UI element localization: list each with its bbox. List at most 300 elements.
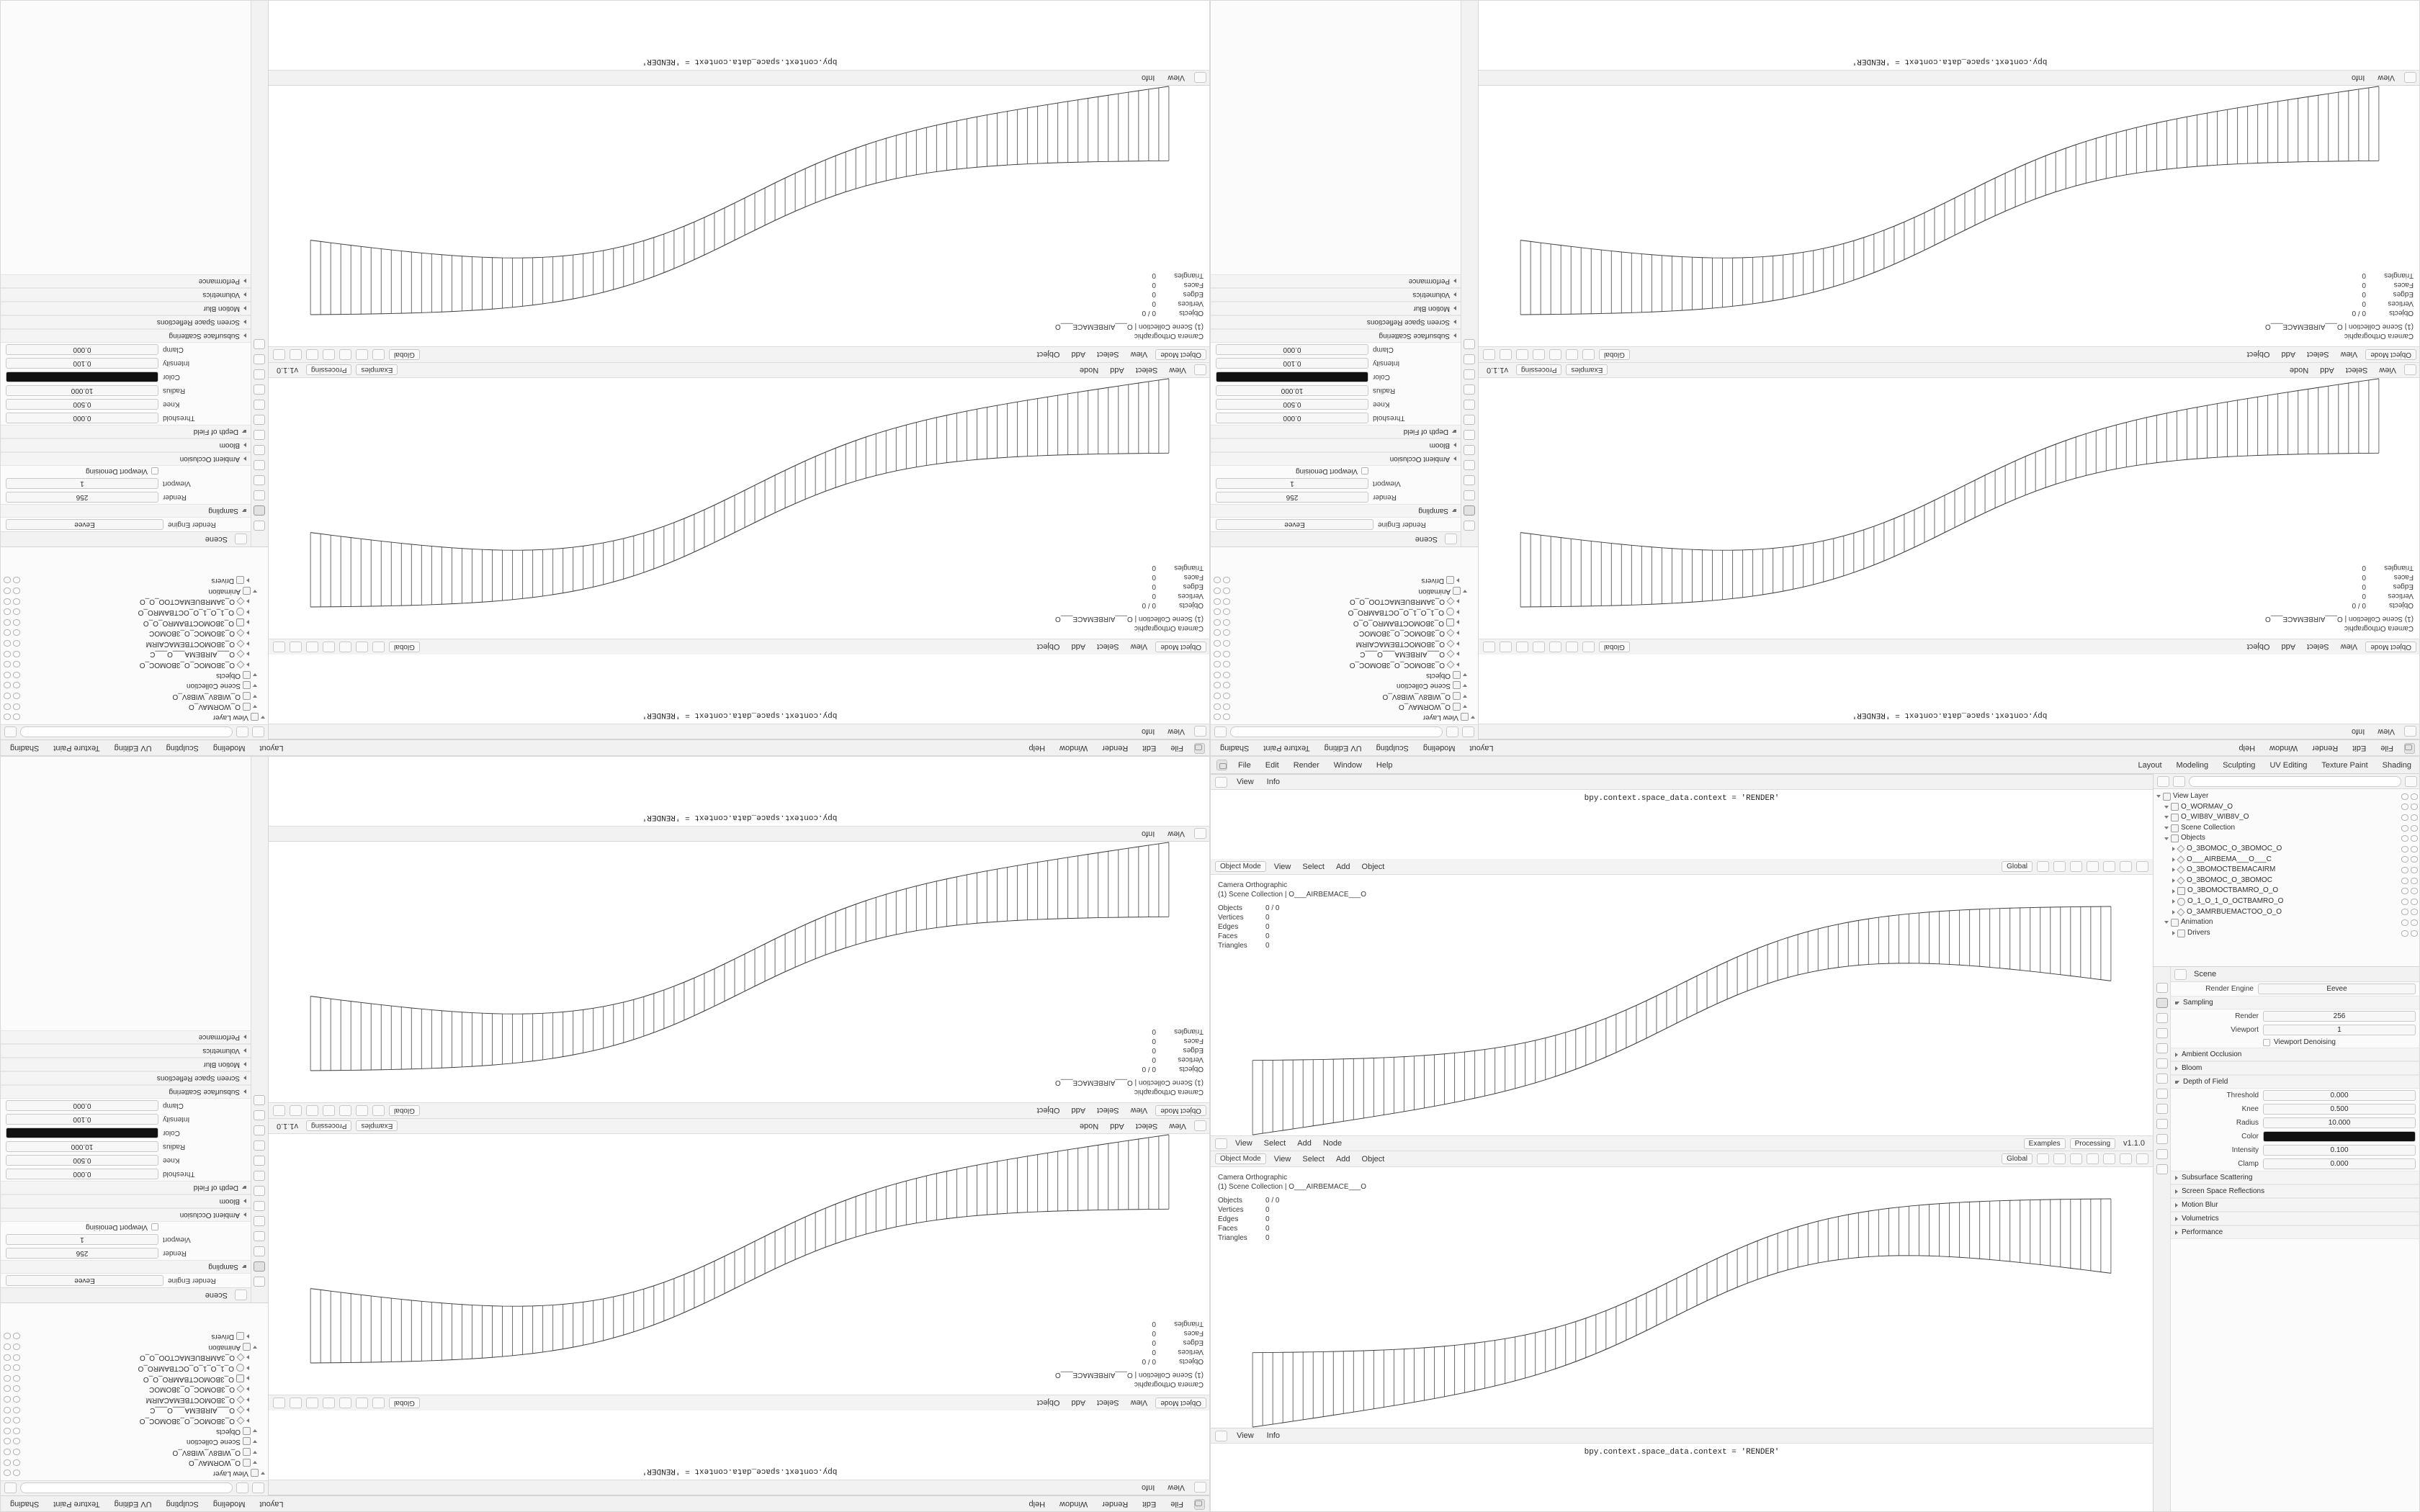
properties-tab-constraint-icon[interactable]: [254, 369, 266, 379]
viewport-menu-select[interactable]: Select: [2307, 350, 2329, 359]
transform-orientation-selector[interactable]: Global: [2002, 1153, 2033, 1164]
menu-window[interactable]: Window: [2269, 744, 2298, 753]
outliner-item-visibility[interactable]: [2401, 909, 2418, 915]
disclosure-triangle-icon[interactable]: [261, 1472, 265, 1475]
properties-tab-tool-icon[interactable]: [254, 521, 266, 531]
outliner-item[interactable]: [1214, 701, 1475, 712]
properties-tab-render-icon[interactable]: [254, 505, 266, 516]
outliner-item-visibility[interactable]: [4, 672, 20, 678]
node-menu-add[interactable]: Add: [1110, 1122, 1124, 1130]
outliner-item-visibility[interactable]: [4, 1396, 20, 1403]
properties-section-header[interactable]: [1, 425, 251, 438]
property-value-field[interactable]: 0.000: [1216, 344, 1368, 355]
properties-section-header[interactable]: [1211, 315, 1461, 329]
viewport-shading-icon-5[interactable]: [290, 1398, 302, 1408]
menu-file[interactable]: File: [1170, 744, 1183, 753]
camera-toggle-icon[interactable]: [1214, 672, 1221, 678]
disclosure-triangle-icon[interactable]: [1456, 662, 1459, 667]
camera-toggle-icon[interactable]: [4, 682, 11, 688]
eye-icon[interactable]: [2401, 825, 2408, 832]
transform-orientation-selector[interactable]: Global: [1599, 642, 1630, 652]
properties-tab-data-icon[interactable]: [254, 1110, 266, 1120]
camera-toggle-icon[interactable]: [1214, 577, 1221, 583]
properties-section-header[interactable]: [1, 1071, 251, 1085]
outliner-item[interactable]: [4, 1373, 265, 1384]
outliner-item-visibility[interactable]: [2401, 899, 2418, 905]
viewport-shading-icon-5[interactable]: [1500, 642, 1512, 652]
properties-section-header[interactable]: [2171, 1075, 2420, 1089]
checkbox-icon[interactable]: [2263, 1039, 2270, 1046]
properties-tab-tool-icon[interactable]: [2156, 983, 2168, 993]
viewport-menu-add[interactable]: Add: [1335, 1154, 1350, 1164]
checkbox-wrap[interactable]: [6, 467, 158, 475]
camera-toggle-icon[interactable]: [4, 1428, 11, 1434]
eye-icon[interactable]: [2401, 846, 2408, 852]
viewport-canvas[interactable]: [1479, 378, 2420, 639]
disclosure-triangle-icon[interactable]: [2164, 827, 2169, 829]
section-disclosure-icon[interactable]: [243, 457, 246, 462]
info-menu-info[interactable]: Info: [1266, 778, 1281, 786]
disclosure-triangle-icon[interactable]: [1463, 705, 1467, 708]
properties-section-header[interactable]: [1, 1208, 251, 1222]
outliner-item-visibility[interactable]: [1214, 714, 1230, 720]
menu-render[interactable]: Render: [1102, 744, 1129, 753]
menu-window[interactable]: Window: [1059, 744, 1088, 753]
outliner-item[interactable]: [1214, 711, 1475, 722]
outliner-item[interactable]: [1214, 649, 1475, 660]
properties-tab-scene-icon[interactable]: [254, 460, 266, 470]
camera-toggle-icon[interactable]: [1214, 661, 1221, 667]
info-editor-type-icon[interactable]: [1194, 1482, 1206, 1493]
property-value-field[interactable]: 256: [6, 1248, 158, 1259]
info-menu-info[interactable]: Info: [1141, 73, 1155, 82]
viewport-menu-add[interactable]: Add: [1071, 1106, 1086, 1115]
object-mode-selector[interactable]: Object Mode: [1215, 1153, 1266, 1164]
disclosure-triangle-icon[interactable]: [1456, 620, 1459, 624]
color-swatch[interactable]: [6, 372, 158, 382]
camera-toggle-icon[interactable]: [4, 608, 11, 615]
properties-tab-render-icon[interactable]: [1464, 505, 1476, 516]
disclosure-triangle-icon[interactable]: [2172, 858, 2175, 862]
properties-tab-particles-icon[interactable]: [1464, 400, 1476, 410]
eye-icon[interactable]: [1223, 640, 1230, 647]
outliner-item-visibility[interactable]: [4, 1354, 20, 1361]
editor-type-icon[interactable]: [1194, 1121, 1206, 1132]
disclosure-triangle-icon[interactable]: [246, 652, 249, 656]
eye-icon[interactable]: [2401, 835, 2408, 842]
info-editor-type-icon[interactable]: [1215, 777, 1227, 788]
viewport-shading-icon-0[interactable]: [372, 642, 385, 652]
properties-section-header[interactable]: [1211, 452, 1461, 466]
property-value-field[interactable]: 0.000: [6, 1169, 158, 1179]
viewport-shading-icon-4[interactable]: [306, 349, 318, 360]
menu-window[interactable]: Window: [1059, 1500, 1088, 1509]
viewport-shading-icon-6[interactable]: [273, 349, 285, 360]
outliner-item[interactable]: [2156, 855, 2418, 865]
eye-icon[interactable]: [13, 598, 20, 605]
node-menu-select[interactable]: Select: [2345, 366, 2368, 374]
section-disclosure-icon[interactable]: [243, 1035, 246, 1040]
info-editor-type-icon[interactable]: [2404, 73, 2416, 84]
node-menu-view[interactable]: View: [1169, 366, 1186, 374]
color-swatch[interactable]: [2263, 1131, 2416, 1142]
properties-tab-constraint-icon[interactable]: [2156, 1134, 2168, 1144]
disclosure-triangle-icon[interactable]: [1456, 642, 1459, 646]
outliner-item-visibility[interactable]: [4, 1385, 20, 1392]
disclosure-triangle-icon[interactable]: [246, 599, 249, 603]
viewport-menu-select[interactable]: Select: [1097, 350, 1119, 359]
properties-section-header[interactable]: [1211, 329, 1461, 343]
outliner-item[interactable]: [4, 1362, 265, 1373]
info-menu-view[interactable]: View: [1168, 829, 1185, 838]
section-disclosure-icon[interactable]: [2175, 1053, 2178, 1057]
outliner-item-visibility[interactable]: [4, 1459, 20, 1466]
node-breadcrumb[interactable]: Examples: [356, 365, 398, 376]
properties-tab-material-icon[interactable]: [254, 339, 266, 349]
eye-icon[interactable]: [13, 608, 20, 615]
properties-tab-particles-icon[interactable]: [2156, 1104, 2168, 1114]
disclosure-triangle-icon[interactable]: [2172, 878, 2175, 883]
node-menu-select[interactable]: Select: [1135, 1122, 1158, 1130]
viewport-shading-icon-2[interactable]: [2070, 861, 2082, 872]
workspace-tab-uv-editing[interactable]: UV Editing: [1324, 744, 1362, 753]
disclosure-triangle-icon[interactable]: [253, 1461, 257, 1464]
viewport-shading-icon-5[interactable]: [290, 349, 302, 360]
viewport-shading-icon-1[interactable]: [2053, 1153, 2066, 1164]
properties-tab-physics-icon[interactable]: [254, 1140, 266, 1151]
viewport-menu-view[interactable]: View: [1130, 1106, 1148, 1115]
properties-tab-object-icon[interactable]: [254, 430, 266, 440]
section-disclosure-icon[interactable]: [1453, 307, 1456, 311]
property-value-field[interactable]: 0.000: [6, 1100, 158, 1111]
properties-tab-view-layer-icon[interactable]: [1464, 475, 1476, 485]
node-menu-view[interactable]: View: [1169, 1122, 1186, 1130]
viewport-shading-icon-3[interactable]: [323, 1398, 335, 1408]
outliner-item-visibility[interactable]: [1214, 672, 1230, 678]
eye-icon[interactable]: [1223, 682, 1230, 688]
properties-section-header[interactable]: [1211, 425, 1461, 438]
menu-render[interactable]: Render: [1102, 1500, 1129, 1509]
section-disclosure-icon[interactable]: [2175, 1176, 2178, 1180]
property-value-field[interactable]: 1: [6, 1234, 158, 1245]
viewport-menu-add[interactable]: Add: [1335, 862, 1350, 871]
property-value-field[interactable]: 10.000: [1216, 385, 1368, 396]
viewport-shading-icon-4[interactable]: [306, 1398, 318, 1408]
eye-icon[interactable]: [1223, 608, 1230, 615]
section-disclosure-icon[interactable]: [1453, 320, 1456, 325]
viewport-menu-view[interactable]: View: [1273, 1154, 1291, 1164]
outliner-item[interactable]: [4, 1467, 265, 1478]
outliner-item-visibility[interactable]: [4, 1428, 20, 1434]
section-disclosure-icon[interactable]: [243, 444, 246, 448]
properties-section-header[interactable]: [1, 452, 251, 466]
disclosure-triangle-icon[interactable]: [253, 1440, 257, 1443]
info-editor-type-icon[interactable]: [1194, 73, 1206, 84]
viewport-shading-icon-0[interactable]: [1582, 349, 1595, 360]
outliner-item-visibility[interactable]: [4, 598, 20, 605]
workspace-tab-sculpting[interactable]: Sculpting: [166, 1500, 199, 1509]
eye-icon[interactable]: [1223, 693, 1230, 699]
outliner-search-input[interactable]: [1230, 727, 1443, 738]
eye-icon[interactable]: [13, 577, 20, 583]
properties-editor-type-icon[interactable]: [235, 1290, 247, 1301]
properties-tab-particles-icon[interactable]: [254, 1156, 266, 1166]
eye-icon[interactable]: [2401, 804, 2408, 810]
eye-icon[interactable]: [13, 629, 20, 636]
viewport-canvas[interactable]: [269, 1134, 1210, 1395]
workspace-tab-texture-paint[interactable]: Texture Paint: [2321, 760, 2368, 770]
outliner-item[interactable]: [4, 659, 265, 670]
outliner-item[interactable]: [1214, 606, 1475, 617]
viewport-menu-view[interactable]: View: [1130, 1398, 1148, 1408]
outliner-item-visibility[interactable]: [2401, 930, 2418, 937]
viewport-canvas[interactable]: [269, 842, 1210, 1102]
disclosure-triangle-icon[interactable]: [2172, 889, 2175, 894]
render-engine-dropdown[interactable]: Eevee: [6, 519, 163, 530]
outliner-item[interactable]: [2156, 886, 2418, 896]
properties-section-header[interactable]: [1211, 288, 1461, 302]
viewport-shading-icon-6[interactable]: [2136, 861, 2148, 872]
camera-toggle-icon[interactable]: [2411, 835, 2418, 842]
viewport-shading-icon-3[interactable]: [323, 642, 335, 652]
property-value-field[interactable]: 10.000: [6, 385, 158, 396]
properties-editor-type-icon[interactable]: [2174, 969, 2187, 980]
camera-toggle-icon[interactable]: [1214, 682, 1221, 688]
outliner-item[interactable]: [2156, 844, 2418, 855]
viewport-menu-view[interactable]: View: [1130, 350, 1148, 359]
eye-icon[interactable]: [13, 1417, 20, 1423]
viewport-menu-add[interactable]: Add: [2281, 642, 2296, 652]
outliner-display-mode-icon[interactable]: [1214, 727, 1227, 738]
outliner-item[interactable]: [1214, 585, 1475, 596]
properties-section-header[interactable]: [2171, 1212, 2420, 1225]
disclosure-triangle-icon[interactable]: [246, 1408, 249, 1412]
outliner-item[interactable]: [2156, 928, 2418, 939]
editor-type-icon[interactable]: [1215, 1138, 1227, 1149]
camera-toggle-icon[interactable]: [2411, 825, 2418, 832]
viewport-shading-icon-6[interactable]: [1483, 349, 1495, 360]
eye-icon[interactable]: [1223, 577, 1230, 583]
properties-tab-view-layer-icon[interactable]: [254, 475, 266, 485]
camera-toggle-icon[interactable]: [2411, 909, 2418, 915]
eye-icon[interactable]: [2401, 930, 2408, 937]
outliner-item-visibility[interactable]: [4, 1375, 20, 1382]
viewport-shading-icon-6[interactable]: [273, 642, 285, 652]
outliner-item-visibility[interactable]: [4, 693, 20, 699]
viewport-shading-icon-3[interactable]: [2087, 861, 2099, 872]
properties-section-header[interactable]: [1, 1058, 251, 1071]
properties-section-header[interactable]: [2171, 996, 2420, 1009]
camera-toggle-icon[interactable]: [4, 693, 11, 699]
info-editor-type-icon[interactable]: [1215, 1431, 1227, 1441]
properties-tab-modifier-icon[interactable]: [254, 415, 266, 425]
outliner-item[interactable]: [4, 1384, 265, 1395]
properties-tab-modifier-icon[interactable]: [2156, 1089, 2168, 1099]
menu-window[interactable]: Window: [1333, 760, 1362, 770]
camera-toggle-icon[interactable]: [4, 1354, 11, 1361]
property-value-field[interactable]: 256: [2263, 1011, 2416, 1022]
property-value-field[interactable]: 0.000: [6, 413, 158, 423]
workspace-tab-layout[interactable]: Layout: [259, 744, 284, 753]
properties-section-header[interactable]: [1, 329, 251, 343]
property-value-field[interactable]: 0.000: [2263, 1090, 2416, 1101]
properties-tab-output-icon[interactable]: [254, 1246, 266, 1256]
disclosure-triangle-icon[interactable]: [253, 1429, 257, 1432]
camera-toggle-icon[interactable]: [1214, 619, 1221, 626]
camera-toggle-icon[interactable]: [2411, 867, 2418, 873]
disclosure-triangle-icon[interactable]: [246, 610, 249, 614]
workspace-tab-modeling[interactable]: Modeling: [2176, 760, 2209, 770]
workspace-tab-modeling[interactable]: Modeling: [1422, 744, 1456, 753]
viewport-shading-icon-3[interactable]: [323, 1105, 335, 1116]
outliner-item-visibility[interactable]: [1214, 661, 1230, 667]
camera-toggle-icon[interactable]: [4, 1385, 11, 1392]
outliner-item-visibility[interactable]: [4, 1449, 20, 1455]
outliner-item-visibility[interactable]: [4, 608, 20, 615]
property-value-field[interactable]: 1: [6, 478, 158, 489]
outliner-item-visibility[interactable]: [4, 1417, 20, 1423]
outliner-item-visibility[interactable]: [2401, 825, 2418, 832]
outliner-item[interactable]: [4, 585, 265, 596]
camera-toggle-icon[interactable]: [4, 1449, 11, 1455]
disclosure-triangle-icon[interactable]: [1456, 599, 1459, 603]
outliner-item-visibility[interactable]: [1214, 598, 1230, 605]
outliner-item[interactable]: [4, 596, 265, 607]
viewport-menu-select[interactable]: Select: [1097, 1106, 1119, 1115]
viewport-shading-icon-6[interactable]: [2136, 1153, 2148, 1164]
disclosure-triangle-icon[interactable]: [2164, 921, 2169, 924]
workspace-tab-uv-editing[interactable]: UV Editing: [2269, 760, 2308, 770]
eye-icon[interactable]: [1223, 588, 1230, 594]
viewport-shading-icon-5[interactable]: [290, 1105, 302, 1116]
properties-tab-scene-icon[interactable]: [1464, 460, 1476, 470]
menu-file[interactable]: File: [1170, 1500, 1183, 1509]
info-menu-info[interactable]: Info: [1141, 727, 1155, 736]
eye-icon[interactable]: [13, 1396, 20, 1403]
disclosure-triangle-icon[interactable]: [2164, 806, 2169, 809]
section-disclosure-icon[interactable]: [2175, 1002, 2179, 1004]
disclosure-triangle-icon[interactable]: [1471, 716, 1475, 719]
camera-toggle-icon[interactable]: [4, 598, 11, 605]
disclosure-triangle-icon[interactable]: [1456, 578, 1459, 582]
properties-tab-data-icon[interactable]: [1464, 354, 1476, 364]
properties-section-header[interactable]: [2171, 1171, 2420, 1184]
properties-tab-particles-icon[interactable]: [254, 400, 266, 410]
outliner-filter-icon[interactable]: [236, 1483, 248, 1494]
viewport-shading-icon-0[interactable]: [2037, 1153, 2049, 1164]
camera-toggle-icon[interactable]: [1214, 598, 1221, 605]
properties-tab-constraint-icon[interactable]: [1464, 369, 1476, 379]
outliner-item-visibility[interactable]: [4, 682, 20, 688]
properties-section-header[interactable]: [1, 1194, 251, 1208]
properties-section-header[interactable]: [1, 1181, 251, 1194]
outliner-display-mode-icon[interactable]: [4, 727, 17, 738]
properties-editor-type-icon[interactable]: [1445, 534, 1457, 545]
info-editor-type-icon[interactable]: [2404, 726, 2416, 737]
properties-section-header[interactable]: [1, 1044, 251, 1058]
viewport-shading-icon-3[interactable]: [1533, 642, 1545, 652]
outliner-item[interactable]: [4, 670, 265, 680]
disclosure-triangle-icon[interactable]: [246, 631, 249, 635]
eye-icon[interactable]: [2401, 919, 2408, 926]
eye-icon[interactable]: [1223, 598, 1230, 605]
section-disclosure-icon[interactable]: [243, 1213, 246, 1218]
section-disclosure-icon[interactable]: [2175, 1066, 2178, 1071]
node-menu-select[interactable]: Select: [1263, 1139, 1286, 1148]
menu-render[interactable]: Render: [1293, 760, 1319, 770]
eye-icon[interactable]: [13, 672, 20, 678]
outliner-item-visibility[interactable]: [4, 588, 20, 594]
camera-toggle-icon[interactable]: [4, 661, 11, 667]
workspace-tab-shading[interactable]: Shading: [10, 744, 40, 753]
outliner-item[interactable]: [1214, 638, 1475, 649]
eye-icon[interactable]: [1223, 714, 1230, 720]
eye-icon[interactable]: [1223, 672, 1230, 678]
outliner-item-visibility[interactable]: [4, 1438, 20, 1444]
outliner-filter-icon[interactable]: [1446, 727, 1458, 738]
object-mode-selector[interactable]: Object Mode: [1155, 1398, 1206, 1408]
viewport-shading-icon-2[interactable]: [2070, 1153, 2082, 1164]
property-value-field[interactable]: 0.000: [6, 344, 158, 355]
info-menu-view[interactable]: View: [1237, 778, 1254, 786]
node-menu-node[interactable]: Node: [1322, 1139, 1343, 1148]
outliner-item[interactable]: [2156, 865, 2418, 876]
viewport-menu-add[interactable]: Add: [1071, 350, 1086, 359]
camera-toggle-icon[interactable]: [4, 619, 11, 626]
outliner-item-visibility[interactable]: [4, 1344, 20, 1350]
properties-tab-modifier-icon[interactable]: [1464, 415, 1476, 425]
properties-tab-data-icon[interactable]: [254, 354, 266, 364]
section-disclosure-icon[interactable]: [243, 1049, 246, 1053]
disclosure-triangle-icon[interactable]: [246, 578, 249, 582]
info-menu-info[interactable]: Info: [1266, 1431, 1281, 1440]
disclosure-triangle-icon[interactable]: [1463, 684, 1467, 687]
eye-icon[interactable]: [2401, 899, 2408, 905]
outliner-item[interactable]: [1214, 596, 1475, 607]
section-disclosure-icon[interactable]: [2175, 1081, 2179, 1084]
viewport-shading-icon-3[interactable]: [2087, 1153, 2099, 1164]
properties-section-header[interactable]: [1, 288, 251, 302]
outliner-item-visibility[interactable]: [1214, 588, 1230, 594]
object-mode-selector[interactable]: Object Mode: [2365, 642, 2416, 652]
workspace-tab-modeling[interactable]: Modeling: [212, 744, 246, 753]
viewport-shading-icon-1[interactable]: [356, 349, 368, 360]
properties-section-header[interactable]: [1, 274, 251, 288]
properties-section-header[interactable]: [1, 315, 251, 329]
viewport-shading-icon-1[interactable]: [356, 1398, 368, 1408]
outliner-item[interactable]: [4, 1457, 265, 1468]
outliner-item-visibility[interactable]: [1214, 619, 1230, 626]
disclosure-triangle-icon[interactable]: [2172, 910, 2175, 914]
node-processing-label[interactable]: Processing: [306, 365, 351, 376]
info-menu-view[interactable]: View: [1168, 727, 1185, 736]
info-editor-type-icon[interactable]: [1194, 726, 1206, 737]
camera-toggle-icon[interactable]: [1214, 651, 1221, 657]
outliner-editor-type-icon[interactable]: [2157, 776, 2169, 787]
info-menu-info[interactable]: Info: [2351, 727, 2365, 736]
checkbox-wrap[interactable]: [6, 1223, 158, 1231]
properties-section-header[interactable]: [1211, 504, 1461, 518]
eye-icon[interactable]: [1223, 619, 1230, 626]
eye-icon[interactable]: [13, 1438, 20, 1444]
viewport-shading-icon-4[interactable]: [1516, 642, 1528, 652]
properties-section-header[interactable]: [1211, 302, 1461, 315]
workspace-tab-uv-editing[interactable]: UV Editing: [114, 1500, 152, 1509]
viewport-canvas[interactable]: [1211, 1167, 2153, 1428]
camera-toggle-icon[interactable]: [4, 672, 11, 678]
camera-toggle-icon[interactable]: [2411, 846, 2418, 852]
workspace-tab-texture-paint[interactable]: Texture Paint: [53, 744, 100, 753]
